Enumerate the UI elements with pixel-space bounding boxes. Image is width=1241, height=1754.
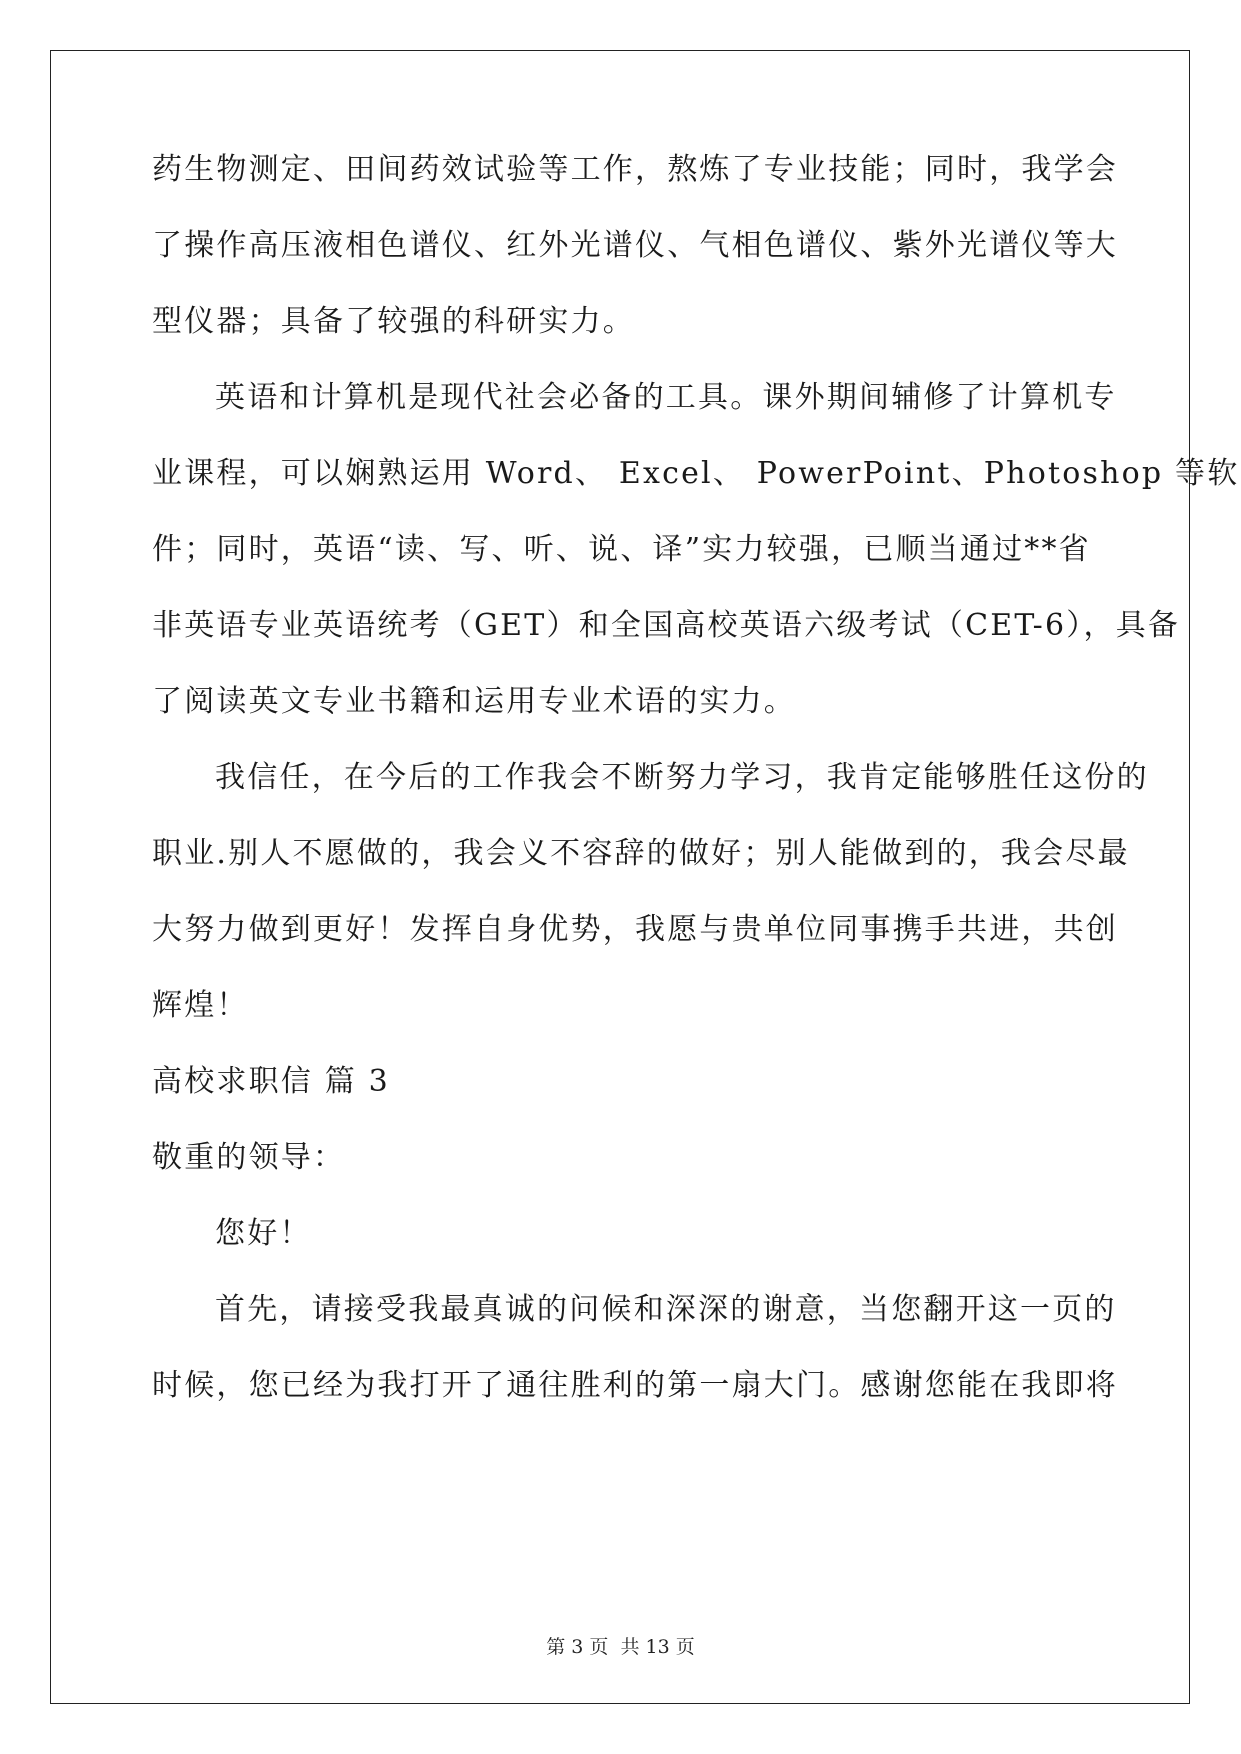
text-line: 非英语专业英语统考（GET）和全国高校英语六级考试（CET-6），具备 [152, 608, 1181, 643]
page-number: 第 3 页 [546, 1636, 609, 1658]
salutation: 敬重的领导： [152, 1140, 346, 1175]
page-total: 共 13 页 [620, 1636, 695, 1658]
text-line: 职业.别人不愿做的，我会义不容辞的做好；别人能做到的，我会尽最 [152, 836, 1130, 871]
text-line: 我信任，在今后的工作我会不断努力学习，我肯定能够胜任这份的 [215, 760, 1149, 795]
text-line: 辉煌！ [152, 988, 249, 1023]
text-line: 业课程，可以娴熟运用 Word、 Excel、 PowerPoint、Photoshop 等软 [152, 456, 1240, 491]
section-heading: 高校求职信 篇 3 [152, 1064, 390, 1099]
text-line: 了操作高压液相色谱仪、红外光谱仪、气相色谱仪、紫外光谱仪等大 [152, 228, 1118, 263]
text-line: 英语和计算机是现代社会必备的工具。课外期间辅修了计算机专 [215, 380, 1117, 415]
document-body [152, 132, 1240, 1424]
text-line: 首先，请接受我最真诚的问候和深深的谢意，当您翻开这一页的 [215, 1292, 1117, 1327]
greeting: 您好！ [215, 1216, 312, 1251]
text-line: 型仪器；具备了较强的科研实力。 [152, 304, 635, 339]
text-line: 时候，您已经为我打开了通往胜利的第一扇大门。感谢您能在我即将 [152, 1368, 1118, 1403]
text-line: 药生物测定、田间药效试验等工作，熬炼了专业技能；同时，我学会 [152, 152, 1118, 187]
page-footer [0, 1632, 1241, 1659]
text-line: 件；同时，英语“读、写、听、说、译”实力较强，已顺当通过**省 [152, 532, 1091, 567]
text-line: 大努力做到更好！发挥自身优势，我愿与贵单位同事携手共进，共创 [152, 912, 1118, 947]
text-line: 了阅读英文专业书籍和运用专业术语的实力。 [152, 684, 796, 719]
